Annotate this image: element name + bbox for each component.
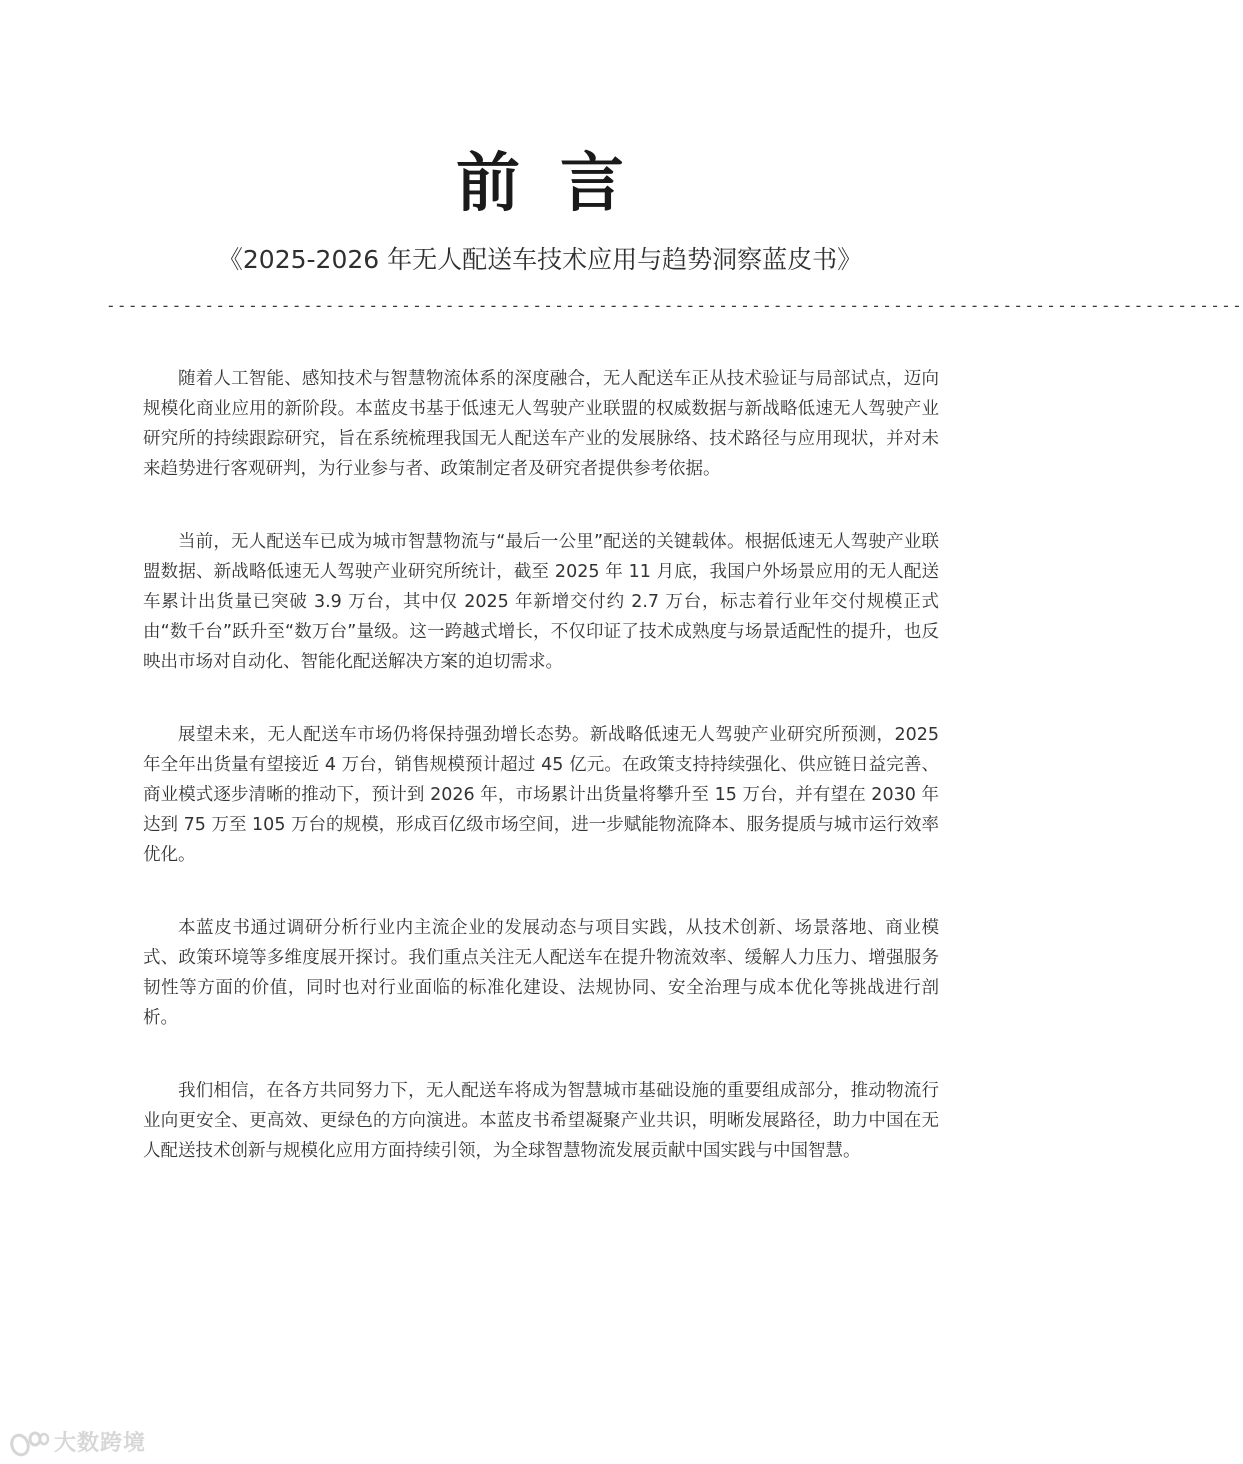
watermark [8,1428,146,1460]
page-title: 前言 [456,146,664,221]
ellipse-logo-icon [8,1430,50,1458]
dashed-divider: -------------------------------------------------------------------------------------------------------- [106,296,1243,315]
paragraph-3: 展望未来，无人配送车市场仍将保持强劲增长态势。新战略低速无人驾驶产业研究所预测，2025 年全年出货量有望接近 4 万台，销售规模预计超过 45 亿元。在政策支持持续强化、供应链日益完善、商业模式逐步清晰的推动下，预计到 2026 年，市场累计出货量将攀升至 15 万台，并有望在 2030 年达到 75 万至 105 万台的规模，形成百亿级市场空间，进一步赋能物流降本、服务提质与城市运行效率优化。 [143,725,939,865]
preface-body [143,364,939,1209]
paragraph-4: 本蓝皮书通过调研分析行业内主流企业的发展动态与项目实践，从技术创新、场景落地、商业模式、政策环境等多维度展开探讨。我们重点关注无人配送车在提升物流效率、缓解人力压力、增强服务韧性等方面的价值，同时也对行业面临的标准化建设、法规协同、安全治理与成本优化等挑战进行剖析。 [143,918,939,1028]
paragraph-1: 随着人工智能、感知技术与智慧物流体系的深度融合，无人配送车正从技术验证与局部试点，迈向规模化商业应用的新阶段。本蓝皮书基于低速无人驾驶产业联盟的权威数据与新战略低速无人驾驶产业研究所的持续跟踪研究，旨在系统梳理我国无人配送车产业的发展脉络、技术路径与应用现状，并对未来趋势进行客观研判，为行业参与者、政策制定者及研究者提供参考依据。 [143,369,939,479]
paragraph-2: 当前，无人配送车已成为城市智慧物流与“最后一公里”配送的关键载体。根据低速无人驾驶产业联盟数据、新战略低速无人驾驶产业研究所统计，截至 2025 年 11 月底，我国户外场景应用的无人配送车累计出货量已突破 3.9 万台，其中仅 2025 年新增交付约 2.7 万台，标志着行业年交付规模正式由“数千台”跃升至“数万台”量级。这一跨越式增长，不仅印证了技术成熟度与场景适配性的提升，也反映出市场对自动化、智能化配送解决方案的迫切需求。 [143,532,939,672]
watermark-text: 大数跨境 [54,1431,147,1456]
paragraph-5: 我们相信，在各方共同努力下，无人配送车将成为智慧城市基础设施的重要组成部分，推动物流行业向更安全、更高效、更绿色的方向演进。本蓝皮书希望凝聚产业共识，明晰发展路径，助力中国在无人配送技术创新与规模化应用方面持续引领，为全球智慧物流发展贡献中国实践与中国智慧。 [143,1081,939,1161]
document-subtitle: 《2025-2026 年无人配送车技术应用与趋势洞察蓝皮书》 [217,245,863,274]
